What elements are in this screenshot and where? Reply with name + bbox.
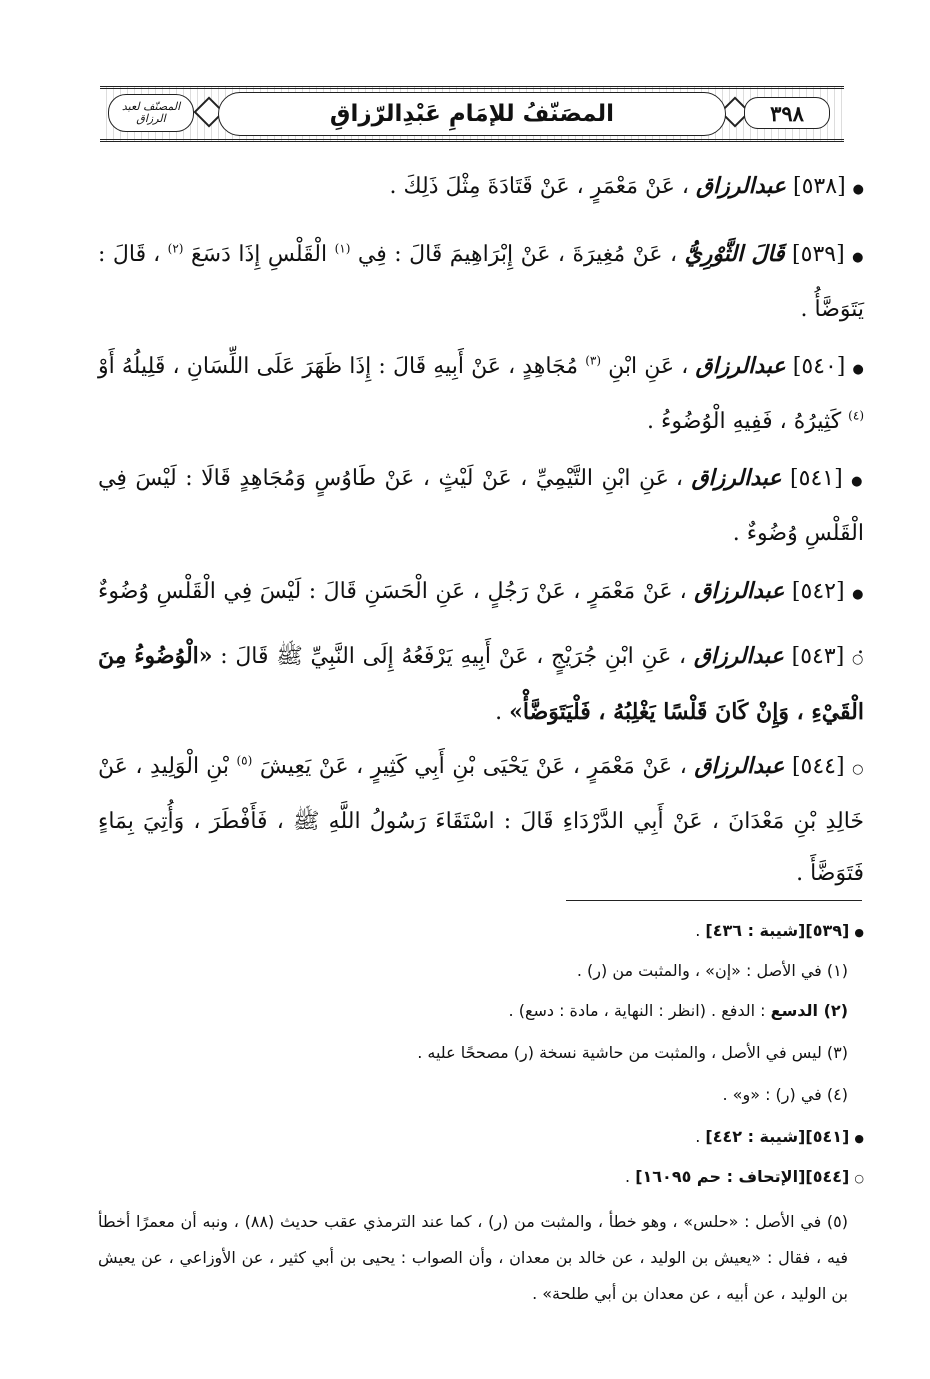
- footnote-text: .: [625, 1167, 631, 1186]
- footnote-ref: (٢): [167, 241, 184, 256]
- hadith-text: بْنِ الْوَلِيدِ ، عَنْ خَالِدِ بْنِ مَعْدَانَ ، عَنْ أَبِي الدَّرْدَاءِ قَالَ : اسْتَقَاءَ رَسُولُ اللَّهِ ﷺ ، فَأَفْطَرَ ، وَأُتِيَ بِمَاءٍ فَتَوَضَّأَ .: [98, 754, 864, 886]
- footnote: [98, 1080, 864, 1110]
- hadith-number: [٥٣٨]: [793, 174, 846, 199]
- hadith-text: ، عَنِ ابْنِ التَّيْمِيِّ ، عَنْ لَيْثٍ ، عَنْ طَاوُسٍ وَمُجَاهِدٍ قَالَا : لَيْسَ فِي الْقَلْسِ وُضُوءٌ .: [98, 466, 864, 546]
- hadith-text: ، عَنِ ابْنِ جُرَيْجٍ ، عَنْ أَبِيهِ يَرْفَعُهُ إِلَى النَّبِيِّ ﷺ قَالَ :: [220, 644, 687, 669]
- footnote: [98, 1162, 864, 1194]
- hadith-544: [98, 740, 864, 900]
- footnote: [98, 1204, 864, 1312]
- hadith-marker: ●: [852, 250, 864, 265]
- footnote-source: [٥٤٤][الإتحاف : حم ١٦٠٩٥]: [635, 1167, 850, 1186]
- narrator: عبدالرزاق: [695, 353, 786, 379]
- footnote-ref: (٣): [585, 353, 602, 368]
- hadith-text: الْقَلْسِ إِذَا دَسَعَ: [190, 242, 328, 267]
- narrator: عبدالرزاق: [693, 643, 784, 669]
- hadith-number: [٥٤٤]: [791, 754, 845, 779]
- hadith-text: ، عَنْ مَعْمَرٍ ، عَنْ يَحْيَى بْنِ أَبِي كَثِيرٍ ، عَنْ يَعِيشَ: [259, 754, 687, 779]
- footnote-marker: ●: [854, 1132, 864, 1145]
- footnote-marker: ○: [854, 1172, 864, 1185]
- footnote: [98, 916, 864, 948]
- hadith-text: ، عَنْ مَعْمَرٍ ، عَنْ قَتَادَةَ مِثْلَ ذَلِكَ .: [389, 174, 689, 199]
- hadith-marker: ●: [852, 182, 864, 197]
- hadith-marker: ●: [852, 587, 865, 602]
- hadith-marker: ●: [852, 362, 865, 377]
- narrator: عبدالرزاق: [691, 465, 782, 491]
- hadith-538: [98, 160, 864, 216]
- footnote-text: (٣) ليس في الأصل ، والمثبت من حاشية نسخة (ر) مصححًا عليه .: [417, 1043, 848, 1062]
- narrator: عبدالرزاق: [695, 173, 787, 199]
- page-header: [100, 86, 844, 142]
- footnote-source: [٥٤١][شيبة : ٤٤٢]: [705, 1127, 850, 1146]
- hadith-540: [98, 340, 864, 448]
- prophetic-quote: «الْوُضُوءُ مِنَ الْقَيْءِ ، وَإِنْ كَانَ قَلْسًا يَغْلِبُهُ ، فَلْيَتَوَضَّأْ»: [98, 643, 864, 725]
- book-seal-logo: المصنّف لعبد الرزاق: [108, 94, 194, 132]
- footnote-ref: (٥): [236, 753, 253, 768]
- hadith-539: [98, 228, 864, 336]
- book-title: المصَنّفُ للإمَامِ عَبْدِالرّزاقِ: [329, 101, 615, 127]
- hadith-text: ، عَنْ مُغِيرَةَ ، عَنْ إِبْرَاهِيمَ قَالَ : فِي: [357, 242, 678, 267]
- title-panel: [218, 92, 726, 136]
- narrator: عبدالرزاق: [694, 753, 785, 779]
- footnote-marker: ●: [854, 926, 864, 939]
- hadith-text: .: [495, 700, 503, 725]
- hadith-text: مُجَاهِدٍ ، عَنْ أَبِيهِ قَالَ : إِذَا ظَهَرَ عَلَى اللِّسَانِ ، قَلِيلُهُ أَوْ: [98, 354, 579, 379]
- hadith-number: [٥٤١]: [790, 466, 843, 491]
- footnote-text: (١) في الأصل : «إن» ، والمثبت من (ر) .: [576, 961, 848, 980]
- hadith-number: [٥٣٩]: [792, 242, 845, 267]
- footnote: [98, 1122, 864, 1154]
- hadith-number: [٥٤٣]: [791, 644, 845, 669]
- hadith-marker: ○: [851, 652, 865, 667]
- narrator: قَالَ الثَّوْرِيُّ: [684, 241, 785, 267]
- hadith-text: ، عَنِ ابْنِ: [608, 354, 689, 379]
- hadith-text: ، عَنْ مَعْمَرٍ ، عَنْ رَجُلٍ ، عَنِ الْحَسَنِ قَالَ : لَيْسَ فِي الْقَلْسِ وُضُوءٌ .: [98, 579, 864, 659]
- hadith-543: [98, 630, 864, 739]
- hadith-number: [٥٤٠]: [792, 354, 846, 379]
- footnote-text: (٤) في (ر) : «و» .: [722, 1085, 848, 1104]
- footnote-ref: (٤): [848, 408, 864, 423]
- footnote-text: (٥) في الأصل : «حلس» ، وهو خطأ ، والمثبت من (ر) ، كما عند الترمذي عقب حديث (٨٨) ، ونبه أن معمرًا أخطأ فيه ، فقال : «يعيش بن الوليد ، عن خالد بن معدان ، وأن الصواب : يحيى بن أبي كثير ، عن الأوزاعي ، عن يعيش بن الوليد ، عن أبيه ، عن معدان بن أبي طلحة» .: [98, 1212, 848, 1303]
- hadith-text: ، قَالَ : يَتَوَضَّأُ .: [98, 242, 864, 322]
- hadith-541: [98, 452, 864, 560]
- footnote-source: [٥٣٩][شيبة : ٤٣٦]: [705, 921, 850, 940]
- footnote-text: .: [695, 1127, 701, 1146]
- footnote-text: : الدفع . (انظر : النهاية ، مادة : دسع) .: [508, 1001, 766, 1020]
- footnote-term: (٢) الدسع: [770, 1001, 848, 1020]
- hadith-number: [٥٤٢]: [791, 579, 845, 604]
- page-number: ٣٩٨: [744, 97, 830, 129]
- footnote-ref: (١): [334, 241, 351, 256]
- hadith-text: كَثِيرُهُ ، فَفِيهِ الْوُضُوءُ .: [647, 409, 842, 434]
- footnote: [98, 996, 864, 1026]
- footnote: [98, 1038, 864, 1068]
- footnote: [98, 956, 864, 986]
- narrator: عبدالرزاق: [694, 578, 785, 604]
- hadith-marker: ○: [852, 762, 864, 777]
- hadith-marker: ●: [851, 474, 865, 489]
- footnote-divider: [566, 900, 862, 901]
- footnote-text: .: [695, 921, 701, 940]
